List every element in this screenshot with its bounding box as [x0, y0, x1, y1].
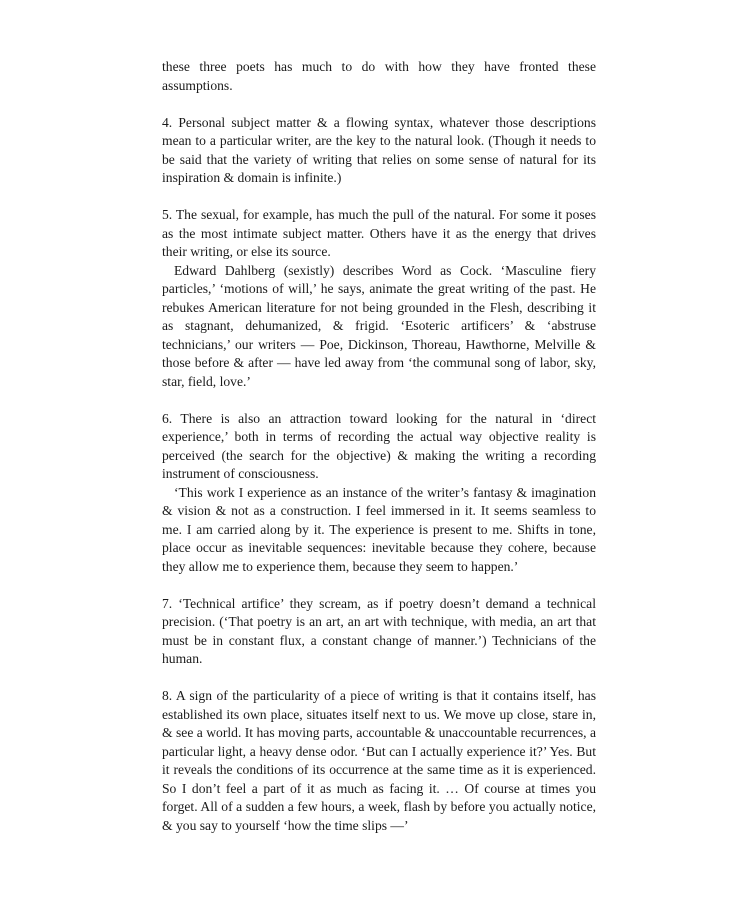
paragraph-section-4: 4. Personal subject matter & a flowing syntax, whatever those descriptions mean to a particular writer, are the key to the natural look. (Though it needs to be said that the variety of writing that relies on some sense of natural for its inspiration & domain is infinite.): [162, 114, 596, 185]
paragraph-section-5-dahlberg: Edward Dahlberg (sexistly) describes Word as Cock. ‘Masculine fiery particles,’ ‘motions of will,’ he says, animate the great writing of the past. He rebukes American literature for not being grounded in the Flesh, describing it as stagnant, dehumanized, & frigid. ‘Esoteric artificers’ & ‘abstruse technicians,’ our writers — Poe, Dickinson, Thoreau, Hawthorne, Melville & those before & after — have led away from ‘the communal song of labor, sky, star, field, love.’: [162, 262, 596, 389]
paragraph-section-7: 7. ‘Technical artifice’ they scream, as if poetry doesn’t demand a technical precision. (‘That poetry is an art, an art with technique, with media, an art that must be in constant flux, a constant change of manner.’) Technicians of the human.: [162, 595, 596, 666]
document-page: [162, 58, 596, 835]
paragraph-continuation: these three poets has much to do with how they have fronted these assumptions.: [162, 59, 596, 93]
paragraph-section-6: 6. There is also an attraction toward looking for the natural in ‘direct experience,’ both in terms of recording the actual way objective reality is perceived (the search for the objective) & making the writing a recording instrument of consciousness.: [162, 410, 596, 481]
paragraph-section-5: 5. The sexual, for example, has much the pull of the natural. For some it poses as the most intimate subject matter. Others have it as the energy that drives their writing, or else its source.: [162, 207, 596, 259]
paragraph-section-8: 8. A sign of the particularity of a piece of writing is that it contains itself, has established its own place, situates itself next to us. We move up close, stare in, & see a world. It has moving parts, accountable & unaccountable recurrences, a particular light, a heavy dense odor. ‘But can I actually experience it?’ Yes. But it reveals the conditions of its occurrence at the same time as it is experienced. So I don’t feel a part of it as much as facing it. … Of course at times you forget. All of a sudden a few hours, a week, flash by before you actually notice, & you say to yourself ‘how the time slips —’: [162, 688, 596, 833]
paragraph-section-6-quote: ‘This work I experience as an instance of the writer’s fantasy & imagination & vision & not as a construction. I feel immersed in it. It seems seamless to me. I am carried along by it. The experience is present to me. Shifts in tone, place occur as inevitable sequences: inevitable because they cohere, because they allow me to experience them, because they seem to happen.’: [162, 484, 596, 574]
